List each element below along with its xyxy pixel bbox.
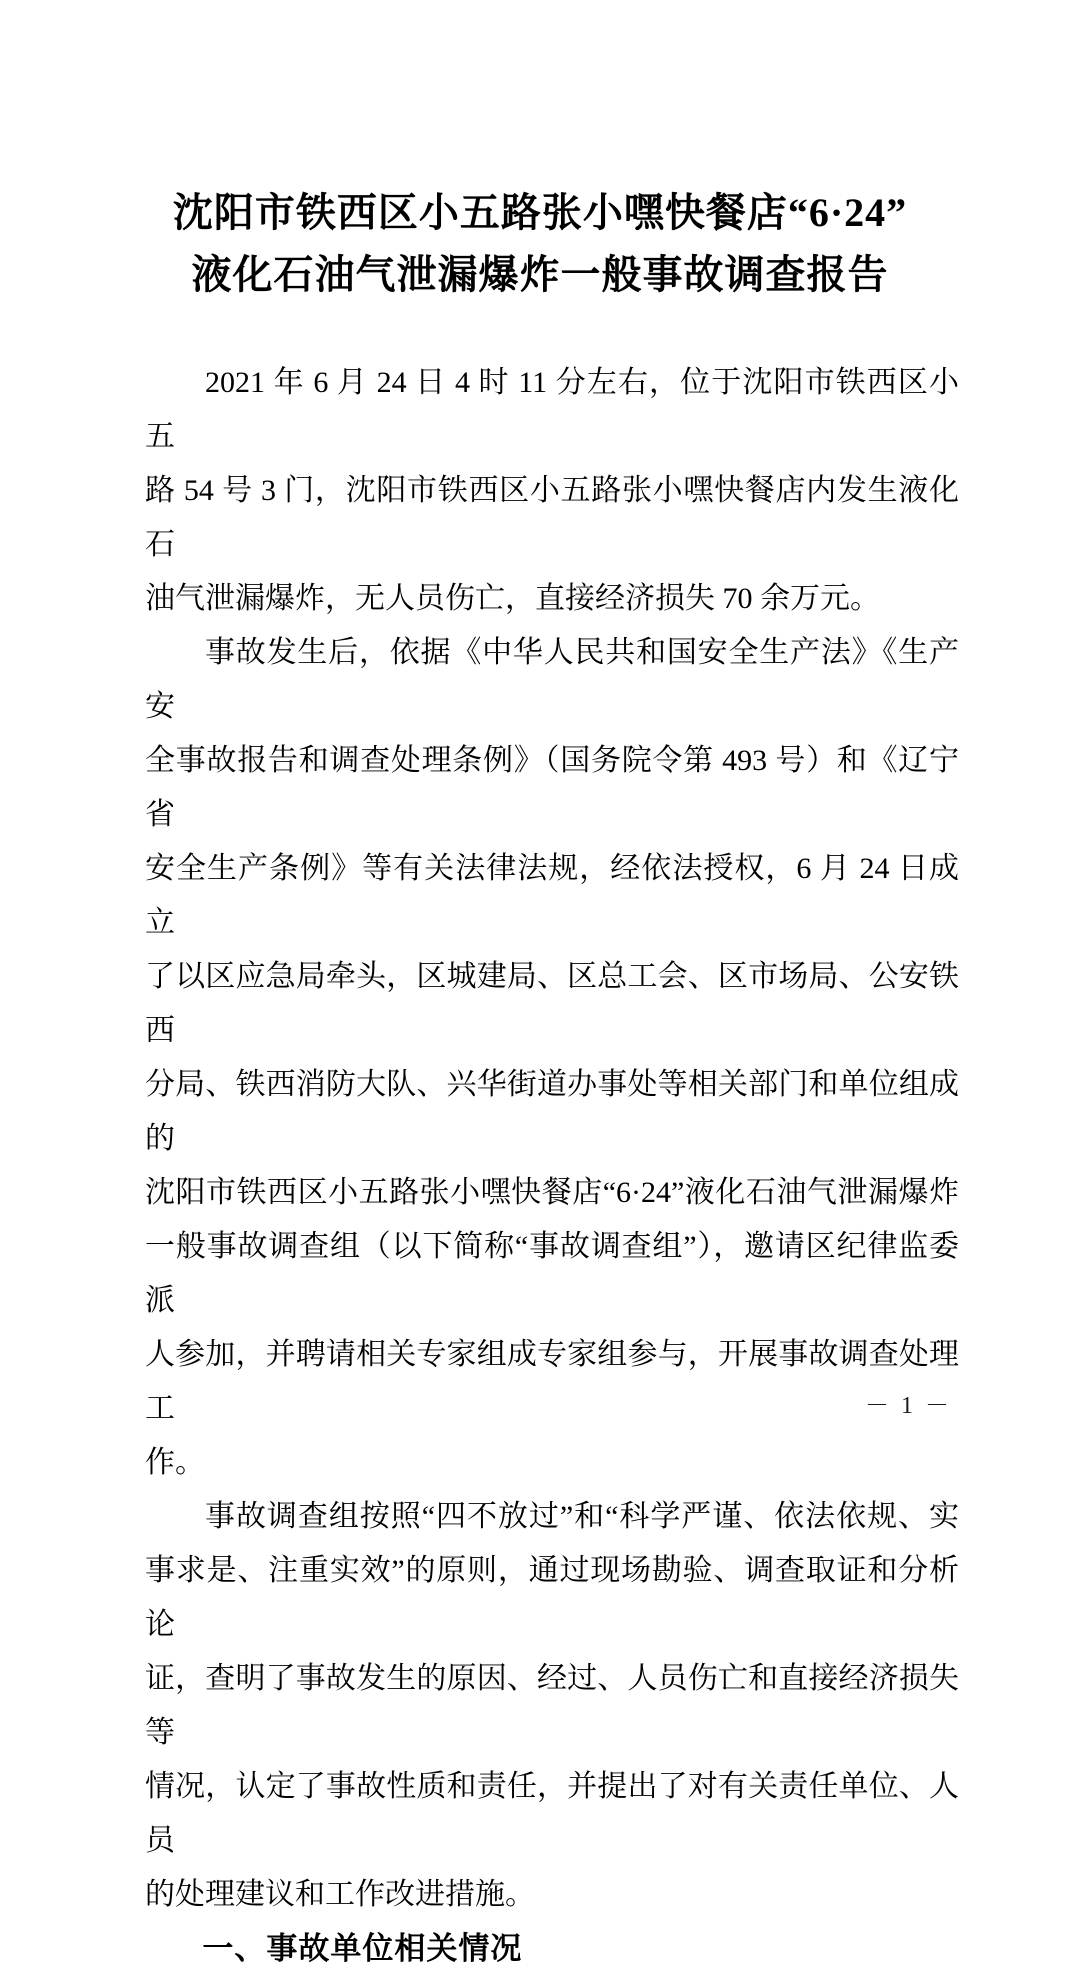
paragraph-3-line: 的处理建议和工作改进措施。 xyxy=(145,1878,535,1911)
paragraph-2-line: 全事故报告和调查处理条例》（国务院令第 493 号）和《辽宁省 xyxy=(145,744,959,831)
paragraph-1-line: 油气泄漏爆炸，无人员伤亡，直接经济损失 70 余万元。 xyxy=(145,582,880,615)
paragraph-3-line: 证，查明了事故发生的原因、经过、人员伤亡和直接经济损失等 xyxy=(145,1662,959,1749)
paragraph-2-line: 分局、铁西消防大队、兴华街道办事处等相关部门和单位组成的 xyxy=(145,1068,959,1155)
paragraph-3-line: 事故调查组按照“四不放过”和“科学严谨、依法依规、实 xyxy=(205,1500,959,1533)
paragraph-3-line: 事求是、注重实效”的原则，通过现场勘验、调查取证和分析论 xyxy=(145,1554,959,1641)
paragraph-1-line: 路 54 号 3 门，沈阳市铁西区小五路张小嘿快餐店内发生液化石 xyxy=(145,474,959,561)
title-line-1: 沈阳市铁西区小五路张小嘿快餐店“6·24” xyxy=(172,190,908,235)
paragraph-3 xyxy=(145,1490,959,1922)
document-title xyxy=(80,182,1000,306)
paragraph-2-line: 事故发生后，依据《中华人民共和国安全生产法》《生产安 xyxy=(145,636,959,723)
paragraph-3-line: 情况，认定了事故性质和责任，并提出了对有关责任单位、人员 xyxy=(145,1770,959,1857)
paragraph-2-line: 沈阳市铁西区小五路张小嘿快餐店“6·24”液化石油气泄漏爆炸 xyxy=(145,1176,959,1209)
document-body xyxy=(145,356,959,1976)
page-number: － 1 － xyxy=(865,1393,952,1419)
paragraph-2-line: 人参加，并聘请相关专家组成专家组参与，开展事故调查处理工 xyxy=(145,1338,959,1425)
paragraph-2 xyxy=(145,626,959,1490)
title-line-2: 液化石油气泄漏爆炸一般事故调查报告 xyxy=(191,252,889,297)
paragraph-1-line: 2021 年 6 月 24 日 4 时 11 分左右，位于沈阳市铁西区小五 xyxy=(145,366,959,453)
paragraph-1 xyxy=(145,356,959,626)
paragraph-2-line: 安全生产条例》等有关法律法规，经依法授权，6 月 24 日成立 xyxy=(145,852,959,939)
section-heading: 一、事故单位相关情况 xyxy=(202,1931,523,1966)
paragraph-2-line: 作。 xyxy=(145,1446,205,1479)
paragraph-2-line: 一般事故调查组（以下简称“事故调查组”），邀请区纪律监委派 xyxy=(145,1230,959,1317)
paragraph-2-line: 了以区应急局牵头，区城建局、区总工会、区市场局、公安铁西 xyxy=(145,960,959,1047)
